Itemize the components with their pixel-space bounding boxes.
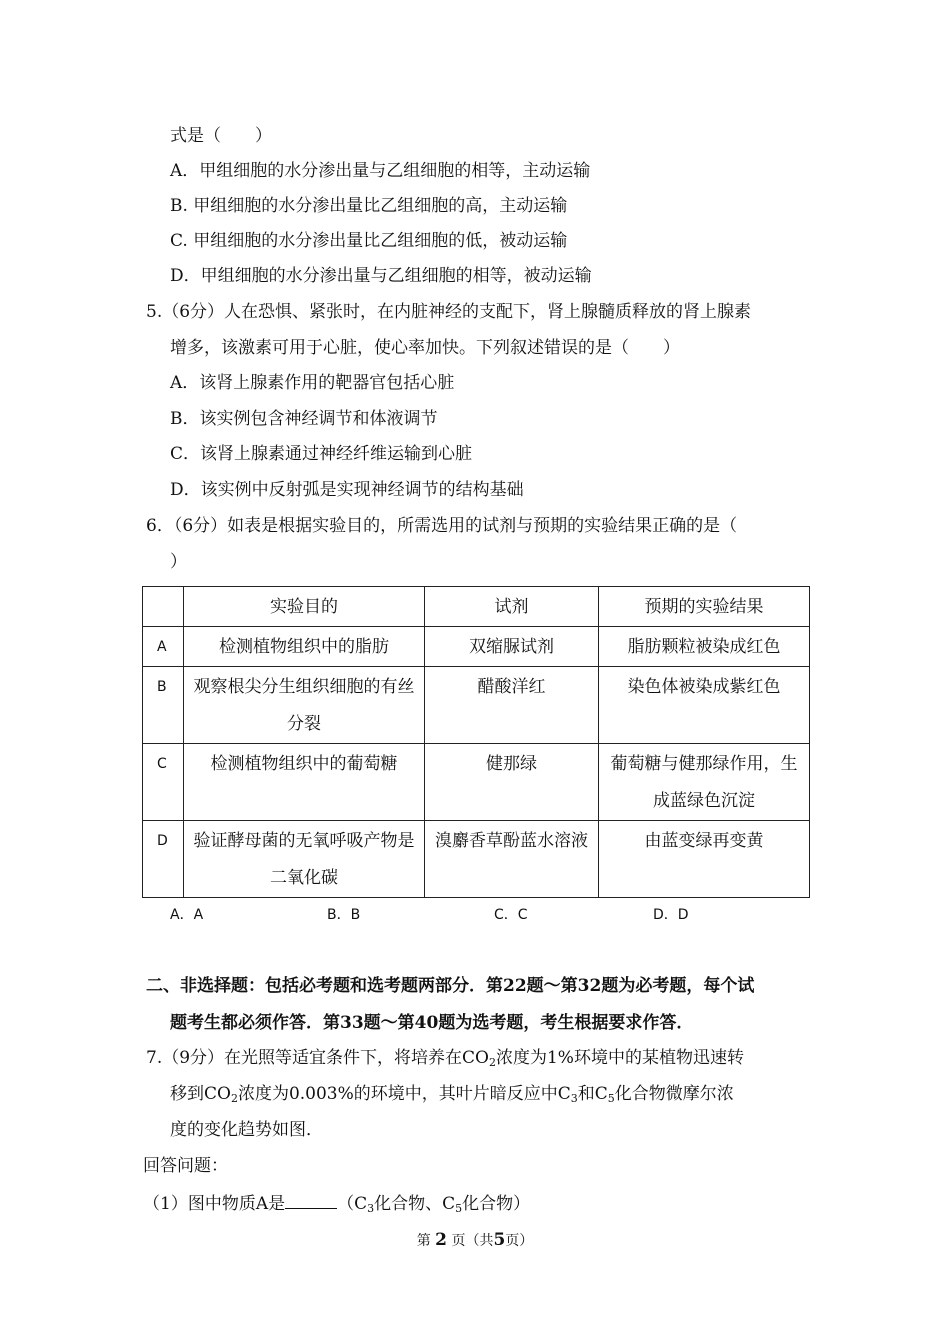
table-header-cell <box>143 587 184 627</box>
q6-option-a: A．A <box>170 907 204 923</box>
table-header-cell: 试剂 <box>425 587 599 627</box>
q5-option-d: D．该实例中反射弧是实现神经调节的结构基础 <box>170 480 524 500</box>
table-row <box>143 821 810 898</box>
section2-heading-line1: 二、非选择题：包括必考题和选考题两部分．第22题～第32题为必考题，每个试 <box>146 976 755 996</box>
q5-stem-line2: 增多，该激素可用于心脏，使心率加快。下列叙述错误的是（ ） <box>170 338 680 358</box>
table-row <box>143 744 810 821</box>
row-label: B <box>143 667 184 744</box>
row-label: A <box>143 627 184 667</box>
q6-option-c: C．C <box>494 907 528 923</box>
page-footer: 第 2 页（共5页） <box>416 1230 534 1250</box>
table-header-cell: 实验目的 <box>184 587 425 627</box>
row-reagent: 醋酸洋红 <box>425 667 599 744</box>
q5-option-c: C．该肾上腺素通过神经纤维运输到心脏 <box>170 444 473 464</box>
q6-option-b: B．B <box>327 907 361 923</box>
answer-blank[interactable] <box>285 1190 337 1209</box>
row-result: 脂肪颗粒被染成红色 <box>599 627 810 667</box>
row-result: 染色体被染成紫红色 <box>599 667 810 744</box>
row-label: D <box>143 821 184 898</box>
row-purpose: 检测植物组织中的葡萄糖 <box>184 744 425 821</box>
row-reagent: 双缩脲试剂 <box>425 627 599 667</box>
table-header-cell: 预期的实验结果 <box>599 587 810 627</box>
row-result: 由蓝变绿再变黄 <box>599 821 810 898</box>
q4-option-d: D．甲组细胞的水分渗出量与乙组细胞的相等，被动运输 <box>170 266 592 286</box>
table-row <box>143 667 810 744</box>
page-number: 2 <box>435 1230 447 1250</box>
table-row <box>143 627 810 667</box>
q7-subquestion-1: （1）图中物质A是 （$C_3$化合物、$C_5$化合物） <box>143 1190 530 1216</box>
q7-stem-line1: 7.（9分）在光照等适宜条件下，将培养在$CO_2$浓度为1%环境中的某植物迅速转 <box>146 1048 744 1069</box>
row-purpose: 观察根尖分生组织细胞的有丝分裂 <box>184 667 425 744</box>
experiment-table <box>142 586 810 898</box>
row-purpose: 验证酵母菌的无氧呼吸产物是二氧化碳 <box>184 821 425 898</box>
q5-option-b: B．该实例包含神经调节和体液调节 <box>170 409 438 429</box>
q4-stem-tail: 式是（ ） <box>170 126 272 146</box>
row-reagent: 健那绿 <box>425 744 599 821</box>
row-result: 葡萄糖与健那绿作用，生成蓝绿色沉淀 <box>599 744 810 821</box>
q6-stem-line1: 6．（6分）如表是根据实验目的，所需选用的试剂与预期的实验结果正确的是（ <box>146 516 738 536</box>
q6-option-d: D．D <box>653 907 689 923</box>
q7-stem-line2: 移到$CO_2$浓度为0.003%的环境中，其叶片暗反应中$C_3$和$C_5$化合物微摩尔浓 <box>170 1084 734 1105</box>
row-purpose: 检测植物组织中的脂肪 <box>184 627 425 667</box>
q4-option-a: A．甲组细胞的水分渗出量与乙组细胞的相等，主动运输 <box>170 161 591 181</box>
q7-stem-line3: 度的变化趋势如图． <box>170 1120 323 1140</box>
q5-option-a: A．该肾上腺素作用的靶器官包括心脏 <box>170 373 455 393</box>
row-label: C <box>143 744 184 821</box>
q6-stem-line2: ） <box>170 552 187 572</box>
q4-option-b: B. 甲组细胞的水分渗出量比乙组细胞的高，主动运输 <box>170 196 568 216</box>
section2-heading-line2: 题考生都必须作答．第33题～第40题为选考题，考生根据要求作答． <box>170 1013 694 1033</box>
row-reagent: 溴麝香草酚蓝水溶液 <box>425 821 599 898</box>
page-total: 5 <box>493 1230 506 1250</box>
q5-stem-line1: 5.（6分）人在恐惧、紧张时，在内脏神经的支配下，肾上腺髓质释放的肾上腺素 <box>146 302 752 322</box>
q7-answer-prompt: 回答问题： <box>143 1156 228 1176</box>
q4-option-c: C. 甲组细胞的水分渗出量比乙组细胞的低，被动运输 <box>170 231 568 251</box>
table-header-row <box>143 587 810 627</box>
